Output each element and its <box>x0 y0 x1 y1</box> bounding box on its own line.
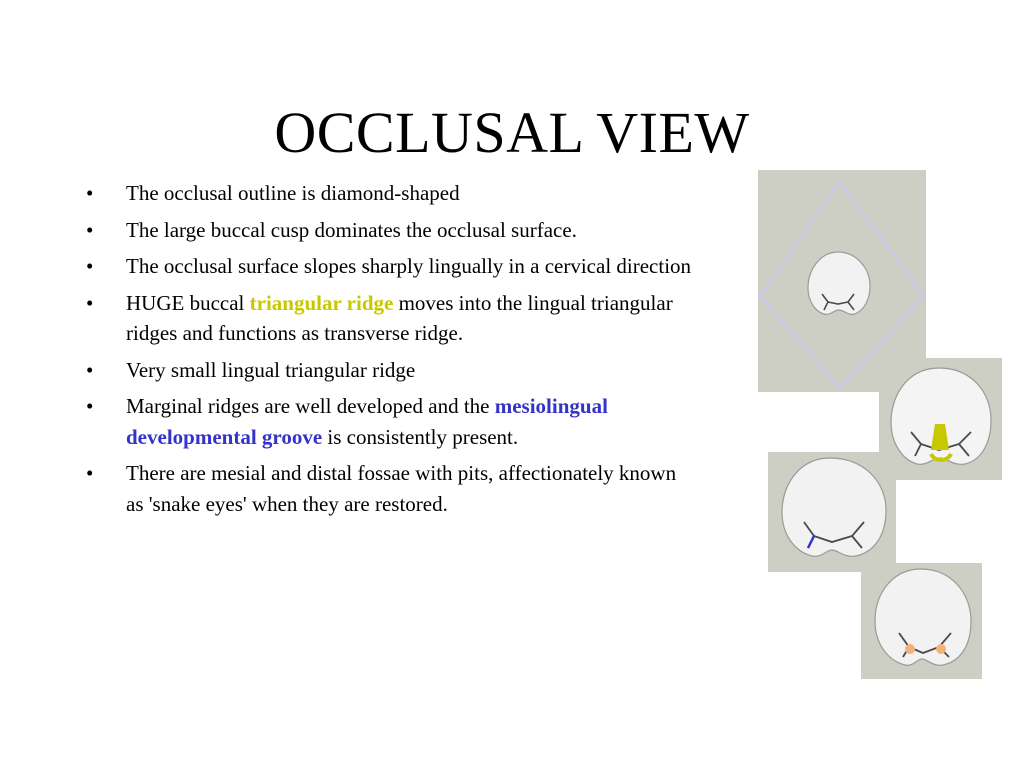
bullet-text-before: Marginal ridges are well developed and the <box>126 394 495 418</box>
tooth-crown <box>808 252 870 314</box>
figure-triangular-ridge <box>879 358 1002 480</box>
bullet-item <box>86 391 696 452</box>
triangular-ridge-highlight: triangular ridge <box>249 290 394 315</box>
bullet-item <box>86 251 696 282</box>
bullet-item <box>86 458 696 519</box>
bullet-text: The occlusal surface slopes sharply lingually in a cervical direction <box>126 254 692 278</box>
bullet-list <box>86 178 696 525</box>
bullet-text: The large buccal cusp dominates the occlusal surface. <box>126 217 577 242</box>
mesial-pit-marker <box>905 644 915 654</box>
bullet-text: There are mesial and distal fossae with pits, affectionately known as 'snake eyes' when they are restored. <box>126 461 677 516</box>
bullet-dot: • <box>86 217 94 242</box>
bullet-dot: • <box>86 461 94 485</box>
triangular-ridge-tooth-image <box>879 358 1002 480</box>
bullet-text-before: HUGE buccal <box>126 290 250 315</box>
bullet-text-after: is consistently present. <box>322 424 519 449</box>
distal-pit-marker <box>936 644 946 654</box>
bullet-dot: • <box>86 254 94 278</box>
figure-mesiolingual-groove <box>768 452 896 572</box>
bullet-item <box>86 355 696 386</box>
tooth-crown <box>875 569 971 665</box>
bullet-dot: • <box>86 181 94 205</box>
slide-title: OCCLUSAL VIEW <box>274 100 750 165</box>
snake-eyes-pits-tooth-image <box>861 563 982 679</box>
bullet-dot: • <box>86 290 94 315</box>
bullet-dot: • <box>86 394 94 418</box>
bullet-item <box>86 215 696 246</box>
figure-snake-eyes <box>861 563 982 679</box>
bullet-item <box>86 178 696 209</box>
bullet-text: The occlusal outline is diamond-shaped <box>126 181 460 205</box>
bullet-text: Very small lingual triangular ridge <box>126 357 416 382</box>
bullet-text-after: moves into the lingual triangular ridges and functions as transverse ridge. <box>126 290 673 345</box>
bullet-item <box>86 288 696 349</box>
mesiolingual-groove-highlight: mesiolingual developmental groove <box>126 394 608 449</box>
bullet-dot: • <box>86 357 94 382</box>
mesiolingual-groove-tooth-image <box>768 452 896 572</box>
